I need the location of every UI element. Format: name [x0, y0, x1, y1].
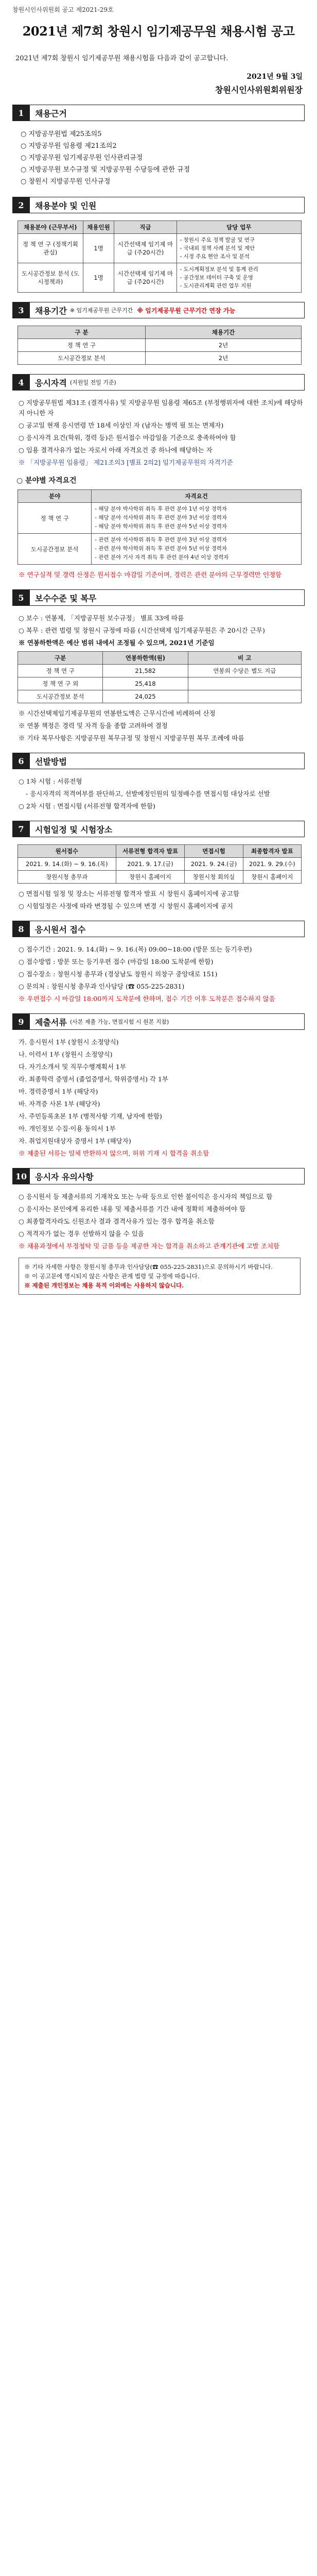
table-cell: 1명 — [83, 234, 114, 263]
paragraph: ○ 공고일 현재 응시연령 만 18세 이상인 자 (남자는 병역 필 또는 면제자) — [19, 421, 224, 429]
table-row — [18, 503, 302, 534]
section-title — [30, 105, 305, 121]
table-cell: 2년 — [145, 352, 301, 365]
table-header: 연봉하한액(원) — [103, 652, 188, 665]
table-header: 면접시험 — [185, 845, 243, 858]
paragraph: 마. 경력증명서 1부 (해당자) — [19, 1088, 98, 1095]
paragraph: ○ 응시자는 본인에게 유리한 내용 및 제출서류를 기간 내에 정확히 제출하여야 함 — [19, 1205, 246, 1213]
qualification-table-wrap — [17, 489, 302, 565]
section-header-2 — [12, 197, 305, 213]
table-row — [18, 534, 302, 565]
paragraph: 아. 개인정보 수집·이용 동의서 1부 — [19, 1125, 116, 1132]
table-row — [18, 871, 302, 884]
table-row — [18, 665, 302, 677]
table-row — [18, 677, 302, 690]
qualification-table — [17, 489, 302, 565]
section-title-text: 채용근거 — [35, 108, 67, 118]
section-title-text: 응시원서 접수 — [35, 924, 86, 935]
section-title-text: 시험일정 및 시험장소 — [35, 824, 113, 835]
table-header: 채용기간 — [145, 326, 301, 339]
table-cell: 2021. 9. 17.(금) — [116, 858, 185, 871]
table-cell: - 관련 분야 석사학위 취득 후 관련 분야 3년 이상 경력자 - 관련 분야 학사학위 취득 후 관련 분야 5년 이상 경력자 - 관련 분야 기사 자격 취득 후 관련 분야 4년 이상 경력자 — [92, 534, 302, 565]
table-header-row — [18, 845, 302, 858]
section-header-3 — [12, 302, 305, 318]
issuer-name: 창원시인사위원회위원장 — [215, 85, 303, 95]
section-header-9 — [12, 1013, 305, 1030]
list-item: ○ 지방공무원 임용령 제21조의2 — [21, 142, 117, 150]
table-cell: - 해당 분야 박사학위 취득 후 관련 분야 1년 이상 경력자 - 해당 분야 석사학위 취득 후 관련 분야 3년 이상 경력자 - 해당 분야 학사학위 취득 후 관련 분야 5년 이상 경력자 — [92, 503, 302, 534]
schedule-table — [17, 844, 302, 884]
contact-line: ※ 기타 자세한 사항은 창원시청 총무과 인사담당(☎ 055-225-2831)으로 문의하시기 바랍니다. — [24, 1263, 273, 1270]
paragraph: 바. 자격증 사본 1부 (해당자) — [19, 1100, 100, 1108]
table-header: 비 고 — [188, 652, 301, 665]
schedule-table-wrap — [17, 844, 302, 884]
table-cell: 24,025 — [103, 690, 188, 703]
table-row — [18, 234, 302, 263]
paragraph: ○ 응시자격 요건(학위, 경력 등)은 원서접수 마감일을 기준으로 충족하여야 함 — [19, 434, 236, 442]
table-cell: - 도시계획정보 분석 및 통계 관리 - 공간정보 데이터 구축 및 운영 - 도시관리계획 관련 업무 지원 — [177, 263, 301, 293]
section-number: 10 — [12, 1168, 30, 1184]
paragraph: ○ 1차 시험 : 서류전형 — [19, 777, 82, 785]
table-header: 자격요건 — [92, 490, 302, 503]
paragraph: ○ 면접시험 일정 및 장소는 서류전형 합격자 발표 시 창원시 홈페이지에 공고함 — [19, 890, 239, 897]
subhead: ○ 분야별 자격요건 — [16, 477, 77, 485]
table-header: 서류전형 합격자 발표 — [116, 845, 185, 858]
paragraph: ○ 문의처 : 창원시청 총무과 인사담당 (☎ 055-225-2831) — [19, 982, 185, 990]
paragraph: ○ 2차 시험 : 면접시험 (서류전형 합격자에 한함) — [19, 802, 155, 810]
table-header: 채용인원 — [83, 221, 114, 234]
contact-box — [19, 1258, 301, 1295]
section-hint: (사본 제출 가능, 면접시험 시 원본 지참) — [69, 1019, 169, 1025]
paragraph: ○ 임용 결격사유가 없는 자로서 아래 자격요건 중 하나에 해당하는 자 — [19, 446, 213, 454]
page-title: 2021년 제7회 창원시 임기제공무원 채용시험 공고 — [22, 24, 295, 39]
table-header: 분야 — [18, 490, 92, 503]
section-hint: ※ 임기제공무원 근무기간 — [69, 307, 133, 314]
section-number: 6 — [12, 753, 30, 769]
table-cell — [188, 677, 301, 690]
section-header-6 — [12, 753, 305, 769]
table-cell: 25,418 — [103, 677, 188, 690]
section-hint: (지원일 전일 기준) — [69, 379, 116, 386]
section-title-text: 제출서류 — [35, 1017, 67, 1027]
table-header: 원서접수 — [18, 845, 116, 858]
table-row — [18, 858, 302, 871]
table-header-row — [18, 221, 302, 234]
note: ※ 시간선택제임기제공무원의 연봉한도액은 근무시간에 비례하여 산정 — [19, 709, 216, 717]
paragraph: ○ 접수기간 : 2021. 9. 14.(화) ~ 9. 16.(목) 09:00~18:00 (방문 또는 등기우편) — [19, 945, 252, 953]
table-cell: 도시공간정보 분석 (도시정책과) — [18, 263, 83, 293]
table-cell: 도시공간정보 분석 — [18, 534, 92, 565]
table-cell — [188, 690, 301, 703]
table-cell: 2021. 9. 14.(화) ~ 9. 16.(목) — [18, 858, 116, 871]
paragraph: 나. 이력서 1부 (창원시 소정양식) — [19, 1050, 113, 1058]
section-title-text: 채용분야 및 인원 — [35, 200, 97, 211]
table-cell: 정 책 연 구 (정책기획관실) — [18, 234, 83, 263]
table-row — [18, 339, 302, 352]
intro-text: 2021년 제7회 창원시 임기제공무원 채용시험을 다음과 같이 공고합니다. — [15, 55, 228, 62]
contact-line: ※ 이 공고문에 명시되지 않은 사항은 관계 법령 및 규정에 따릅니다. — [24, 1273, 200, 1280]
section-header-5 — [12, 589, 305, 606]
table-header: 담당 업무 — [177, 221, 301, 234]
section-title-text: 보수수준 및 복무 — [35, 593, 97, 603]
note: ※ 기타 복무사항은 지방공무원 복무규정 및 창원시 지방공무원 복무 조례에 따름 — [19, 734, 244, 742]
period-table-wrap — [17, 326, 302, 365]
section-title-text: 응시자격 — [35, 378, 67, 388]
table-cell: 시간선택제 임기제 마급 (주20시간) — [114, 263, 177, 293]
section-title — [30, 753, 305, 769]
section-number: 7 — [12, 821, 30, 837]
paragraph: ○ 응시원서 등 제출서류의 기재착오 또는 누락 등으로 인한 불이익은 응시자의 책임으로 함 — [19, 1193, 273, 1200]
paragraph: ○ 복무 : 관련 법령 및 창원시 규정에 따름 (시간선택제 임기제공무원은 주 20시간 근무) — [19, 626, 265, 634]
paragraph: ○ 접수방법 : 방문 또는 등기우편 접수 (마감일 18:00 도착분에 한함) — [19, 958, 214, 965]
paragraph: 라. 최종학력 증명서 (졸업증명서, 학위증명서) 각 1부 — [19, 1075, 168, 1083]
table-cell: 1명 — [83, 263, 114, 293]
section-number: 3 — [12, 302, 30, 318]
salary-table-wrap — [17, 651, 302, 703]
paragraph: 다. 자기소개서 및 직무수행계획서 1부 — [19, 1063, 126, 1071]
list-item: ○ 지방공무원 임기제공무원 인사관리규정 — [21, 154, 143, 162]
table-header: 채용분야 (근무부서) — [18, 221, 83, 234]
section-number: 9 — [12, 1013, 30, 1030]
table-cell: 창원시청 총무과 — [18, 871, 116, 884]
section-header-4 — [12, 374, 305, 391]
red-note: ※ 채용과정에서 부정청탁 및 금품 등을 제공한 자는 합격을 취소하고 관계기관에 고발 조치함 — [19, 1242, 279, 1250]
section-title — [30, 821, 305, 837]
table-row — [18, 690, 302, 703]
list-item: ○ 지방공무원 보수규정 및 지방공무원 수당등에 관한 규정 — [21, 166, 190, 174]
table-cell: - 창원시 주요 정책 발굴 및 연구 - 국내외 정책 사례 분석 및 제안 - 시정 주요 현안 조사 및 분석 — [177, 234, 301, 263]
contact-red-line: ※ 제출된 개인정보는 채용 목적 이외에는 사용하지 않습니다. — [24, 1282, 184, 1289]
table-cell: 정 책 연 구 — [18, 339, 146, 352]
paragraph: 사. 주민등록초본 1부 (병적사항 기재, 남자에 한함) — [19, 1112, 162, 1120]
red-note: ※ 제출된 서류는 일체 반환하지 않으며, 허위 기재 시 합격을 취소함 — [19, 1149, 209, 1157]
period-table — [17, 326, 302, 365]
section-number: 8 — [12, 921, 30, 937]
section-title — [30, 1013, 305, 1030]
section-header-7 — [12, 821, 305, 837]
section-number: 2 — [12, 197, 30, 213]
announcement-number: 창원시인사위원회 공고 제2021-29호 — [12, 6, 114, 13]
table-cell: 2년 — [145, 339, 301, 352]
table-cell: 창원시 홈페이지 — [116, 871, 185, 884]
table-cell: 정 책 연 구 — [18, 503, 92, 534]
paragraph: 자. 취업지원대상자 증명서 1부 (해당자) — [19, 1137, 131, 1145]
section-title — [30, 589, 305, 606]
bold-note: ※ 연봉하한액은 예산 범위 내에서 조정될 수 있으며, 2021년 기준임 — [19, 639, 215, 647]
table-cell: 2021. 9. 29.(수) — [243, 858, 301, 871]
table-header: 최종합격자 발표 — [243, 845, 301, 858]
section-title — [30, 921, 305, 937]
table-cell: 도시공간정보 분석 — [18, 352, 146, 365]
section-header-10 — [12, 1168, 305, 1184]
table-cell: 정 책 연 구 — [18, 665, 103, 677]
paragraph: ○ 보수 : 연봉제, 「지방공무원 보수규정」 별표 33에 따름 — [19, 614, 184, 622]
paragraph: 가. 응시원서 1부 (창원시 소정양식) — [19, 1038, 119, 1046]
table-cell: 정 책 연 구 외 — [18, 677, 103, 690]
table-cell: 2021. 9. 24.(금) — [185, 858, 243, 871]
section-title — [30, 1168, 305, 1184]
table-header-row — [18, 490, 302, 503]
red-note: ※ 연구실적 및 경력 산정은 원서접수 마감일 기준이며, 경력은 관련 분야의 근무경력만 인정함 — [19, 571, 281, 579]
paragraph: ○ 시험일정은 사정에 따라 변경될 수 있으며 변경 시 창원시 홈페이지에 공지 — [19, 902, 233, 910]
paragraph: ○ 지방공무원법 제31조 (결격사유) 및 지방공무원 임용령 제65조 (부정행위자에 대한 조치)에 해당하지 아니한 자 — [19, 399, 303, 417]
table-cell: 창원시청 회의실 — [185, 871, 243, 884]
table-cell: 시간선택제 임기제 마급 (주20시간) — [114, 234, 177, 263]
paragraph: - 응시자격의 적격여부를 판단하고, 선발예정인원의 일정배수를 면접시험 대상자로 선발 — [26, 790, 270, 798]
table-cell: 연봉외 수당은 별도 지급 — [188, 665, 301, 677]
positions-table-wrap — [17, 221, 302, 293]
legal-basis-list — [12, 128, 305, 188]
table-cell: 21,582 — [103, 665, 188, 677]
table-row — [18, 263, 302, 293]
section-title-text: 응시자 유의사항 — [35, 1172, 94, 1182]
paragraph: ○ 접수장소 : 창원시청 총무과 (경상남도 창원시 의창구 중앙대로 151) — [19, 970, 218, 978]
table-row — [18, 352, 302, 365]
paragraph: ○ 최종합격자라도 신원조사 결과 결격사유가 있는 경우 합격을 취소함 — [19, 1217, 215, 1225]
paragraph: ○ 적격자가 없는 경우 선발하지 않을 수 있음 — [19, 1230, 144, 1238]
section-header-8 — [12, 921, 305, 937]
table-cell: 창원시 홈페이지 — [243, 871, 301, 884]
section-title-text: 채용기간 — [35, 306, 67, 316]
section-number: 4 — [12, 374, 30, 391]
table-header-row — [18, 652, 302, 665]
red-note: ※ 우편접수 시 마감일 18:00까지 도착분에 한하며, 접수 기간 이후 도착분은 접수하지 않음 — [19, 995, 275, 1003]
note: ※ 연봉 책정은 경력 및 자격 등을 종합 고려하여 결정 — [19, 722, 168, 730]
table-header: 구 분 — [18, 326, 146, 339]
section-title — [30, 197, 305, 213]
table-cell: 도시공간정보 분석 — [18, 690, 103, 703]
positions-table — [17, 221, 302, 293]
criteria-note: ※ 「지방공무원 임용령」 제21조의3 [별표 2의2] 임기제공무원의 자격기준 — [19, 459, 233, 466]
section-header-1 — [12, 105, 305, 121]
section-title — [30, 302, 305, 318]
section-number: 1 — [12, 105, 30, 121]
announcement-date: 2021년 9월 3일 — [246, 73, 303, 81]
section-red-note: ※ 임기제공무원 근무기간 연장 가능 — [137, 307, 235, 314]
section-number: 5 — [12, 589, 30, 606]
list-item: ○ 지방공무원법 제25조의5 — [21, 130, 102, 138]
salary-table — [17, 651, 302, 703]
list-item: ○ 창원시 지방공무원 인사규정 — [21, 178, 111, 185]
table-header: 직급 — [114, 221, 177, 234]
table-header: 구분 — [18, 652, 103, 665]
section-title-text: 선발방법 — [35, 756, 67, 767]
section-title — [30, 374, 305, 391]
table-header-row — [18, 326, 302, 339]
